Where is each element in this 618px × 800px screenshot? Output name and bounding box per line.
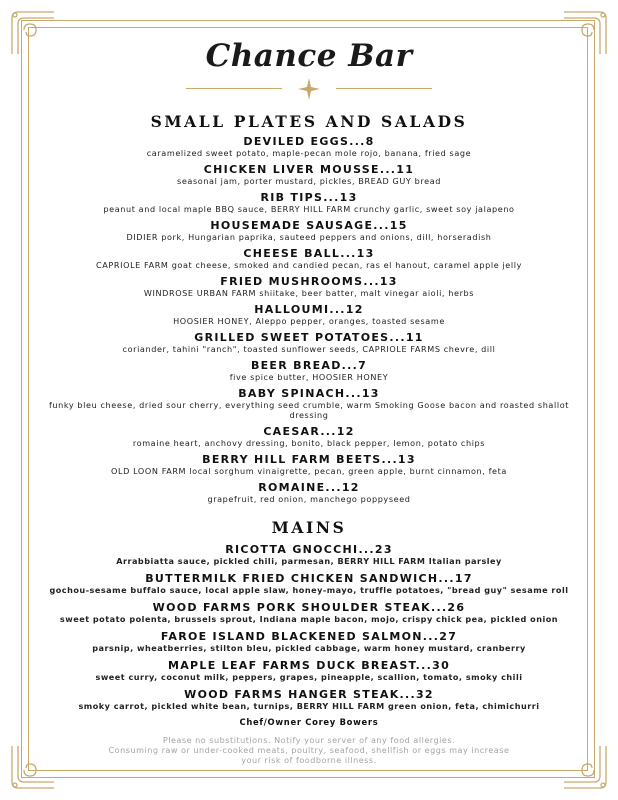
menu-item-description: smoky carrot, pickled white bean, turnips, BERRY HILL FARM green onion, feta, chimichurri bbox=[78, 701, 540, 711]
menu-item-name: WOOD FARMS PORK SHOULDER STEAK...26 bbox=[152, 601, 466, 614]
menu-item bbox=[40, 543, 578, 566]
menu-item-description: grapefruit, red onion, manchego poppyseed bbox=[207, 494, 411, 504]
allergy-notice bbox=[40, 735, 578, 765]
menu-item-name: HOUSEMADE SAUSAGE...15 bbox=[210, 219, 408, 232]
notice-line: Please no substitutions. Notify your server of any food allergies. bbox=[162, 735, 456, 745]
menu-item-name: GRILLED SWEET POTATOES...11 bbox=[194, 331, 424, 344]
ornament-line-right bbox=[336, 88, 432, 89]
menu-item-name: FAROE ISLAND BLACKENED SALMON...27 bbox=[160, 630, 458, 643]
menu-item bbox=[40, 481, 578, 504]
menu-item bbox=[40, 275, 578, 298]
menu-item bbox=[40, 247, 578, 270]
menu-item bbox=[40, 572, 578, 595]
mains-list bbox=[40, 543, 578, 711]
menu-item-description: Arrabbiatta sauce, pickled chili, parmesan, BERRY HILL FARM Italian parsley bbox=[116, 556, 502, 566]
menu-item-description: sweet curry, coconut milk, peppers, grapes, pineapple, scallion, tomato, smoky chili bbox=[95, 672, 523, 682]
menu-item-name: DEVILED EGGS...8 bbox=[243, 135, 375, 148]
menu-item bbox=[40, 219, 578, 242]
menu-item-description: WINDROSE URBAN FARM shiitake, beer batter, malt vinegar aioli, herbs bbox=[143, 288, 475, 298]
menu-item-description: gochou-sesame buffalo sauce, local apple slaw, honey-mayo, truffle potatoes, "bread guy" sesame roll bbox=[49, 585, 569, 595]
menu-item-description: DIDIER pork, Hungarian paprika, sauteed peppers and onions, dill, horseradish bbox=[126, 232, 492, 242]
menu-item-name: RIB TIPS...13 bbox=[260, 191, 358, 204]
menu-item-description: five spice butter, HOOSIER HONEY bbox=[229, 372, 389, 382]
menu-item bbox=[40, 688, 578, 711]
menu-item-name: BERRY HILL FARM BEETS...13 bbox=[202, 453, 416, 466]
menu-item-name: BEER BREAD...7 bbox=[250, 359, 368, 372]
menu-item bbox=[40, 453, 578, 476]
menu-item bbox=[40, 163, 578, 186]
small-plates-list bbox=[40, 135, 578, 504]
menu-item-description: HOOSIER HONEY, Aleppo pepper, oranges, toasted sesame bbox=[173, 316, 445, 326]
menu-item bbox=[40, 135, 578, 158]
menu-item-description: CAPRIOLE FARM goat cheese, smoked and candied pecan, ras el hanout, caramel apple jelly bbox=[96, 260, 522, 270]
menu-item-name: BABY SPINACH...13 bbox=[238, 387, 380, 400]
menu-item-description: coriander, tahini "ranch", toasted sunflower seeds, CAPRIOLE FARMS chevre, dill bbox=[122, 344, 496, 354]
section-title-mains: MAINS bbox=[271, 518, 347, 537]
menu-item-description: OLD LOON FARM local sorghum vinaigrette, pecan, green apple, burnt cinnamon, feta bbox=[111, 466, 507, 476]
menu-item bbox=[40, 630, 578, 653]
menu-content bbox=[40, 36, 578, 765]
menu-item-name: FRIED MUSHROOMS...13 bbox=[220, 275, 398, 288]
menu-item-name: HALLOUMI...12 bbox=[254, 303, 364, 316]
menu-item-description: funky bleu cheese, dried sour cherry, everything seed crumble, warm Smoking Goose bacon and roasted shallot dressing bbox=[48, 400, 570, 420]
menu-item-name: MAPLE LEAF FARMS DUCK BREAST...30 bbox=[167, 659, 451, 672]
menu-item-description: caramelized sweet potato, maple-pecan mole rojo, banana, fried sage bbox=[146, 148, 472, 158]
restaurant-name: Chance Bar bbox=[205, 38, 413, 74]
menu-item-description: seasonal jam, porter mustard, pickles, BREAD GUY bread bbox=[177, 176, 441, 186]
menu-item-name: CHEESE BALL...13 bbox=[243, 247, 375, 260]
menu-item-description: romaine heart, anchovy dressing, bonito, black pepper, lemon, potato chips bbox=[132, 438, 486, 448]
menu-item bbox=[40, 659, 578, 682]
notice-line: your risk of foodborne illness. bbox=[241, 755, 377, 765]
menu-item bbox=[40, 191, 578, 214]
chef-credit: Chef/Owner Corey Bowers bbox=[239, 717, 379, 727]
menu-item bbox=[40, 425, 578, 448]
menu-item bbox=[40, 359, 578, 382]
notice-line: Consuming raw or under-cooked meats, poultry, seafood, shellfish or eggs may increase bbox=[108, 745, 510, 755]
menu-item bbox=[40, 601, 578, 624]
menu-item-name: RICOTTA GNOCCHI...23 bbox=[225, 543, 393, 556]
menu-item bbox=[40, 331, 578, 354]
menu-item-name: CAESAR...12 bbox=[263, 425, 355, 438]
menu-item-name: BUTTERMILK FRIED CHICKEN SANDWICH...17 bbox=[145, 572, 473, 585]
section-title-small-plates: SMALL PLATES AND SALADS bbox=[150, 112, 468, 131]
menu-item-name: CHICKEN LIVER MOUSSE...11 bbox=[203, 163, 415, 176]
menu-item-description: parsnip, wheatberries, stilton bleu, pickled cabbage, warm honey mustard, cranberry bbox=[92, 643, 526, 653]
menu-item bbox=[40, 387, 578, 420]
ornament-line-left bbox=[186, 88, 282, 89]
menu-item-name: ROMAINE...12 bbox=[258, 481, 360, 494]
menu-item-description: sweet potato polenta, brussels sprout, Indiana maple bacon, mojo, crispy chick pea, pickled onion bbox=[59, 614, 559, 624]
star-ornament-icon bbox=[298, 78, 320, 100]
menu-item-name: WOOD FARMS HANGER STEAK...32 bbox=[184, 688, 434, 701]
menu-item-description: peanut and local maple BBQ sauce, BERRY HILL FARM crunchy garlic, sweet soy jalapeno bbox=[103, 204, 515, 214]
menu-item bbox=[40, 303, 578, 326]
title-ornament bbox=[40, 78, 578, 100]
